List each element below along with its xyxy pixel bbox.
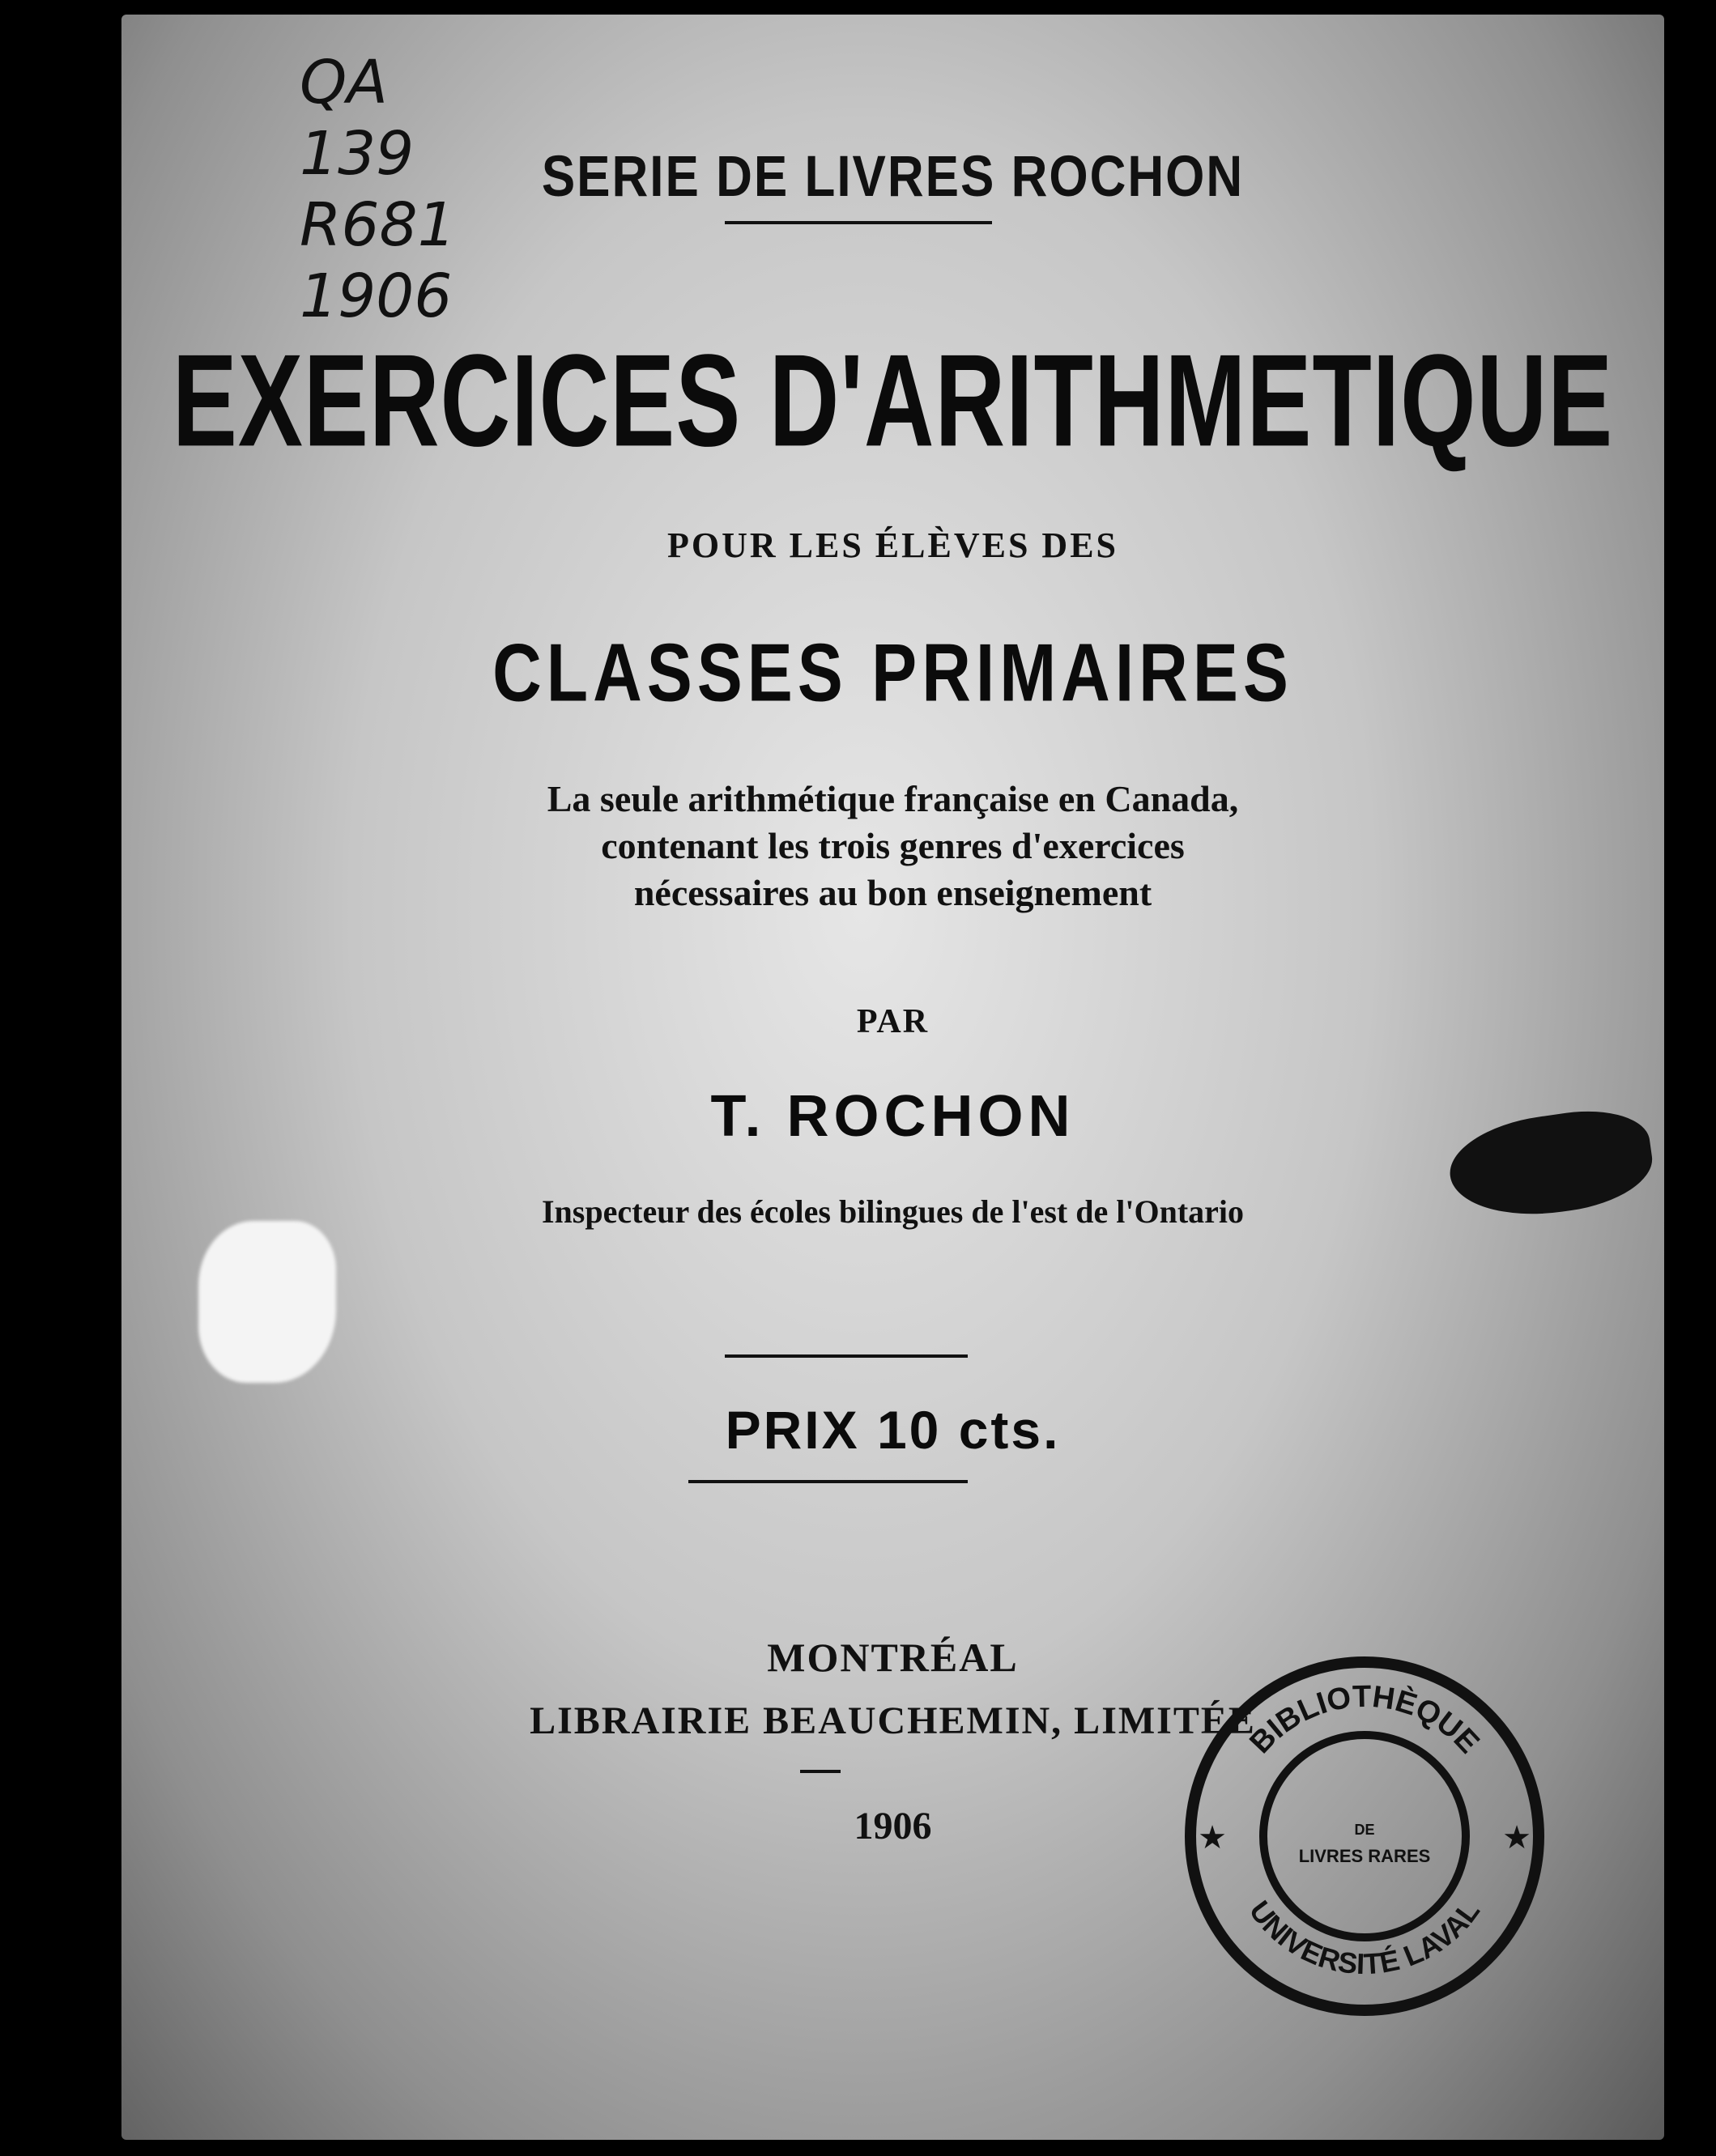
description-line: nécessaires au bon enseignement bbox=[633, 872, 1152, 913]
author-role: Inspecteur des écoles bilingues de l'est de l'Ontario bbox=[541, 1193, 1245, 1230]
description-line: La seule arithmétique française en Canada, bbox=[547, 778, 1239, 819]
author-name: T. ROCHON bbox=[710, 1084, 1075, 1149]
series-title: SERIE DE LIVRES ROCHON bbox=[541, 144, 1245, 210]
subtitle-line2: CLASSES PRIMAIRES bbox=[492, 627, 1293, 719]
book-title: EXERCICES D'ARITHMETIQUE bbox=[172, 327, 1614, 474]
subtitle-line1: POUR LES ÉLÈVES DES bbox=[666, 525, 1119, 565]
publication-year: 1906 bbox=[854, 1805, 932, 1848]
price-label: PRIX 10 cts. bbox=[725, 1400, 1061, 1460]
by-label: PAR bbox=[856, 1003, 930, 1040]
description-line: contenant les trois genres d'exercices bbox=[601, 825, 1185, 866]
divider-rule bbox=[725, 221, 992, 224]
call-number-line: 1906 bbox=[300, 262, 453, 331]
publisher-city: MONTRÉAL bbox=[767, 1635, 1019, 1680]
divider-rule bbox=[800, 1770, 841, 1773]
stamp-bottom-text: UNIVERSITÉ LAVAL bbox=[1242, 1894, 1487, 1981]
publisher-name: LIBRAIRIE BEAUCHEMIN, LIMITÉE bbox=[530, 1699, 1256, 1742]
stamp-top-text: BIBLIOTHÈQUE bbox=[1243, 1679, 1486, 1761]
call-number-line: 139 bbox=[300, 119, 415, 189]
book-cover-page bbox=[121, 15, 1664, 2140]
call-number-line: R681 bbox=[300, 190, 456, 260]
description bbox=[121, 776, 1664, 916]
star-icon: ★ bbox=[1502, 1819, 1531, 1856]
divider-rule bbox=[725, 1354, 968, 1358]
call-number-line: QA bbox=[300, 48, 388, 117]
stamp-middle-small: DE bbox=[1354, 1822, 1375, 1838]
library-stamp bbox=[1178, 1650, 1551, 2022]
paper-damage-patch bbox=[198, 1221, 336, 1383]
stamp-middle-text: LIVRES RARES bbox=[1298, 1846, 1431, 1866]
star-icon: ★ bbox=[1198, 1819, 1227, 1856]
divider-rule bbox=[688, 1480, 968, 1483]
